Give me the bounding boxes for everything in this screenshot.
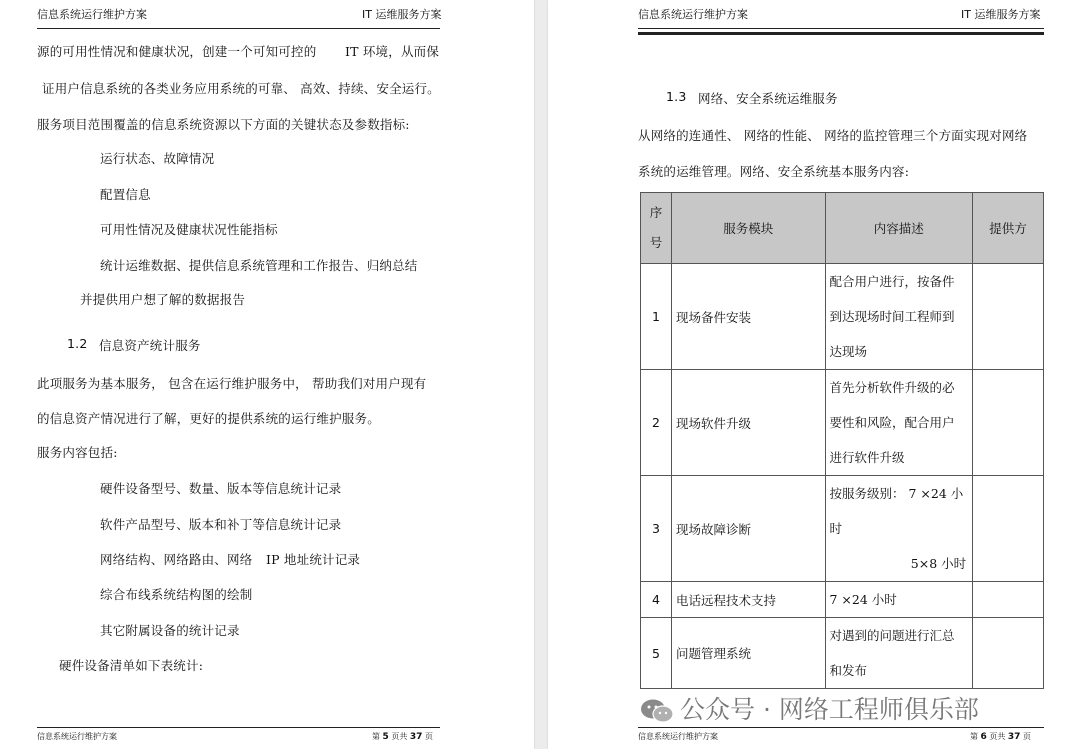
footer-page-number: 第 6 页共 37 页 <box>970 732 1031 742</box>
footer-rule <box>638 727 1044 728</box>
service-table <box>640 192 1044 689</box>
document-page-5 <box>0 0 534 749</box>
footer-left-title: 信息系统运行维护方案 <box>638 732 718 741</box>
section-number: 1.2 <box>67 336 88 351</box>
watermark <box>640 690 979 726</box>
content-item-2: 软件产品型号、版本和补丁等信息统计记录 <box>100 517 342 532</box>
row-description: 对遇到的问题进行汇总 和发布 <box>825 618 973 689</box>
row-number: 2 <box>641 370 672 476</box>
body-line-1b: IT 环境，从而保 <box>345 44 440 59</box>
body-line-2: 证用户信息系统的各类业务应用系统的可靠、 高效、持续、安全运行。 <box>42 81 440 96</box>
footer-rule <box>37 727 440 728</box>
indicator-item-4-cont: 并提供用户想了解的数据报告 <box>80 292 246 307</box>
table-row <box>641 582 1044 618</box>
row-module: 现场软件升级 <box>671 370 825 476</box>
section-para-1: 从网络的连通性、 网络的性能、 网络的监控管理三个方面实现对网络 <box>638 128 1028 143</box>
body-line-3: 服务项目范围覆盖的信息系统资源以下方面的关键状态及参数指标: <box>37 117 410 132</box>
row-description: 首先分析软件升级的必 要性和风险，配合用户 进行软件升级 <box>825 370 973 476</box>
document-page-6 <box>548 0 1080 749</box>
header-rule-thick <box>638 32 1044 35</box>
header-cell-desc: 内容描述 <box>825 193 973 264</box>
row-module: 现场故障诊断 <box>671 476 825 582</box>
table-header-row <box>641 193 1044 264</box>
row-provider <box>973 264 1044 370</box>
section-title: 网络、安全系统运维服务 <box>698 91 838 106</box>
header-rule <box>37 28 440 29</box>
header-cell-provider: 提供方 <box>973 193 1044 264</box>
indicator-item-4: 统计运维数据、提供信息系统管理和工作报告、归纳总结 <box>100 258 418 273</box>
footer-page-number: 第 5 页共 37 页 <box>372 732 433 742</box>
chat-bubble-icon <box>640 698 674 724</box>
header-rule-thin <box>638 28 1044 29</box>
indicator-item-2: 配置信息 <box>100 187 151 202</box>
row-module: 问题管理系统 <box>671 618 825 689</box>
header-cell-module: 服务模块 <box>671 193 825 264</box>
row-number: 1 <box>641 264 672 370</box>
content-item-5: 其它附属设备的统计记录 <box>100 623 240 638</box>
content-item-4: 综合布线系统结构图的绘制 <box>100 587 253 602</box>
header-right-title: IT 运维服务方案 <box>961 8 1041 21</box>
indicator-item-1: 运行状态、故障情况 <box>100 151 215 166</box>
row-provider <box>973 370 1044 476</box>
row-provider <box>973 618 1044 689</box>
content-item-3a: 网络结构、网络路由、网络 <box>100 552 253 567</box>
table-row <box>641 264 1044 370</box>
indicator-item-3: 可用性情况及健康状况性能指标 <box>100 222 278 237</box>
body-line-1a: 源的可用性情况和健康状况，创建一个可知可控的 <box>37 44 317 59</box>
row-description: 按服务级别： 7 ×24 小 时 5×8 小时 <box>825 476 973 582</box>
content-item-3b: IP 地址统计记录 <box>266 552 361 567</box>
row-provider <box>973 582 1044 618</box>
row-provider <box>973 476 1044 582</box>
section-para-1: 此项服务为基本服务， 包含在运行维护服务中， 帮助我们对用户现有 <box>37 376 427 391</box>
header-cell-seq: 序 号 <box>641 193 672 264</box>
section-title: 信息资产统计服务 <box>99 338 201 353</box>
table-row <box>641 618 1044 689</box>
row-module: 现场备件安装 <box>671 264 825 370</box>
row-number: 3 <box>641 476 672 582</box>
header-left-title: 信息系统运行维护方案 <box>37 8 147 21</box>
section-para-2: 系统的运维管理。网络、安全系统基本服务内容: <box>638 164 910 179</box>
header-left-title: 信息系统运行维护方案 <box>638 8 748 21</box>
row-number: 5 <box>641 618 672 689</box>
section-para-2: 的信息资产情况进行了解，更好的提供系统的运行维护服务。 <box>37 411 380 426</box>
footer-left-title: 信息系统运行维护方案 <box>37 732 117 741</box>
row-module: 电话远程技术支持 <box>671 582 825 618</box>
closing-line: 硬件设备清单如下表统计: <box>59 658 204 673</box>
table-row <box>641 476 1044 582</box>
section-para-3: 服务内容包括: <box>37 445 118 460</box>
row-description: 7 ×24 小时 <box>825 582 973 618</box>
row-description: 配合用户进行，按备件 到达现场时间工程师到 达现场 <box>825 264 973 370</box>
header-right-title: IT 运维服务方案 <box>362 8 442 21</box>
table-row <box>641 370 1044 476</box>
section-number: 1.3 <box>666 89 687 104</box>
content-item-1: 硬件设备型号、数量、版本等信息统计记录 <box>100 481 342 496</box>
watermark-text: 公众号 · 网络工程师俱乐部 <box>680 695 979 724</box>
row-number: 4 <box>641 582 672 618</box>
